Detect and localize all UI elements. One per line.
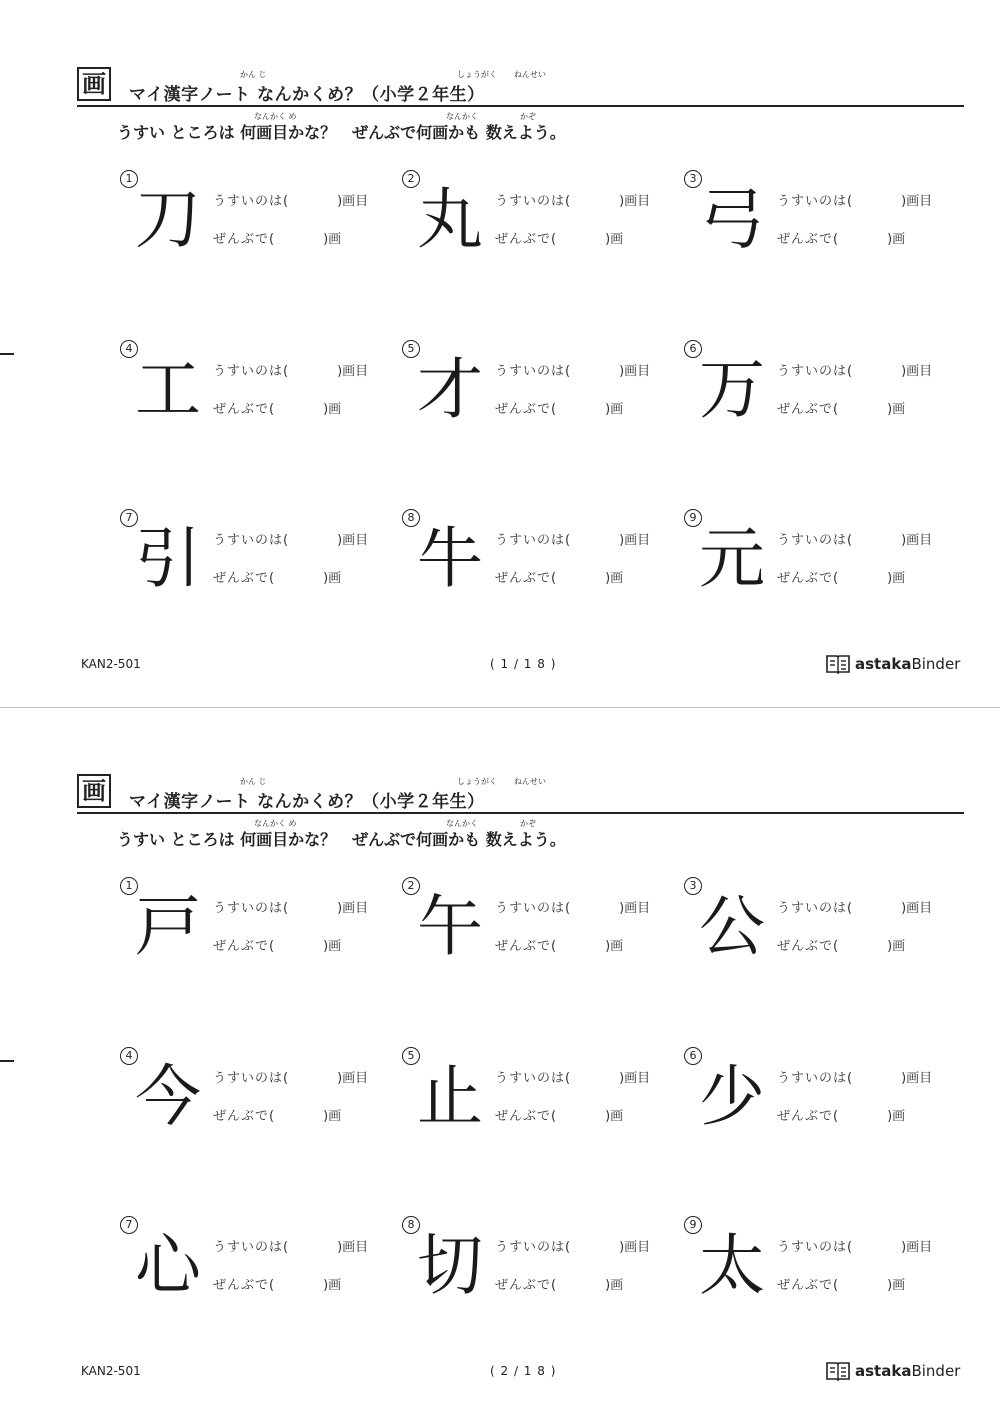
- instruction-ruby-what: なんかく め: [254, 112, 297, 121]
- total-stroke-label: ぜんぶで(: [495, 1278, 558, 1293]
- total-stroke-unit: )画: [887, 232, 906, 247]
- kanji-character: 戸: [135, 888, 201, 965]
- question-item: [118, 877, 388, 987]
- book-icon: [825, 653, 851, 675]
- stroke-icon: 画: [77, 67, 111, 101]
- thin-stroke-label: うすいのは(: [495, 901, 572, 916]
- thin-stroke-unit: )画目: [337, 533, 369, 548]
- total-stroke-unit: )画: [887, 1278, 906, 1293]
- question-item: [400, 1216, 670, 1326]
- instruction-ruby-count: かぞ: [520, 112, 536, 121]
- instruction-ruby-how-many: なんかく: [446, 112, 478, 121]
- thin-stroke-unit: )画目: [901, 1071, 933, 1086]
- worksheet-header: [77, 774, 964, 814]
- brand-logo: [825, 652, 960, 676]
- kanji-character: 切: [417, 1227, 483, 1304]
- question-item: [118, 1216, 388, 1326]
- question-number: 9: [684, 509, 702, 527]
- question-number: 1: [120, 877, 138, 895]
- thin-stroke-unit: )画目: [337, 1240, 369, 1255]
- total-stroke-label: ぜんぶで(: [213, 402, 276, 417]
- thin-stroke-label: うすいのは(: [213, 533, 290, 548]
- book-icon: [825, 1360, 851, 1382]
- question-number: 4: [120, 340, 138, 358]
- thin-stroke-label: うすいのは(: [495, 1240, 572, 1255]
- total-stroke-unit: )画: [887, 571, 906, 586]
- total-stroke-unit: )画: [605, 402, 624, 417]
- total-stroke-unit: )画: [323, 1278, 342, 1293]
- total-stroke-label: ぜんぶで(: [213, 939, 276, 954]
- total-stroke-unit: )画: [323, 1109, 342, 1124]
- total-stroke-question: [213, 1274, 341, 1293]
- instruction-ruby-what: なんかく め: [254, 819, 297, 828]
- question-number: 3: [684, 170, 702, 188]
- total-stroke-question: [213, 935, 341, 954]
- thin-stroke-question: [495, 1067, 650, 1086]
- title-ruby-year: ねんせい: [514, 777, 546, 786]
- kanji-character: 工: [135, 351, 201, 428]
- thin-stroke-question: [777, 1067, 932, 1086]
- total-stroke-label: ぜんぶで(: [495, 1109, 558, 1124]
- brand-name-bold: astaka: [855, 655, 912, 673]
- thin-stroke-unit: )画目: [619, 364, 651, 379]
- thin-stroke-label: うすいのは(: [495, 533, 572, 548]
- thin-stroke-unit: )画目: [337, 1071, 369, 1086]
- total-stroke-question: [213, 1105, 341, 1124]
- question-item: [682, 170, 952, 280]
- total-stroke-unit: )画: [887, 402, 906, 417]
- title-ruby-kanji: かん じ: [240, 70, 267, 79]
- total-stroke-question: [213, 228, 341, 247]
- question-number: 6: [684, 1047, 702, 1065]
- instruction-ruby-how-many: なんかく: [446, 819, 478, 828]
- total-stroke-question: [495, 935, 623, 954]
- total-stroke-unit: )画: [605, 939, 624, 954]
- question-item: [118, 1047, 388, 1157]
- question-number: 2: [402, 877, 420, 895]
- total-stroke-question: [495, 567, 623, 586]
- thin-stroke-unit: )画目: [901, 901, 933, 916]
- worksheet-page-1: [0, 0, 1000, 707]
- kanji-character: 弓: [699, 181, 765, 258]
- kanji-character: 刀: [135, 181, 201, 258]
- thin-stroke-label: うすいのは(: [777, 1071, 854, 1086]
- thin-stroke-question: [495, 360, 650, 379]
- total-stroke-unit: )画: [605, 571, 624, 586]
- question-number: 3: [684, 877, 702, 895]
- kanji-character: 元: [699, 520, 765, 597]
- page-number: ( 2 / 1 8 ): [490, 1364, 557, 1378]
- brand-logo: [825, 1359, 960, 1383]
- fold-mark: [0, 1060, 14, 1062]
- thin-stroke-label: うすいのは(: [213, 1240, 290, 1255]
- total-stroke-question: [495, 398, 623, 417]
- total-stroke-label: ぜんぶで(: [777, 1109, 840, 1124]
- kanji-character: 午: [417, 888, 483, 965]
- instruction-ruby-count: かぞ: [520, 819, 536, 828]
- title-ruby-year: ねんせい: [514, 70, 546, 79]
- stroke-icon: 画: [77, 774, 111, 808]
- thin-stroke-label: うすいのは(: [213, 364, 290, 379]
- question-number: 8: [402, 1216, 420, 1234]
- total-stroke-unit: )画: [323, 571, 342, 586]
- instruction-text: うすい ところは 何画目かな？ ぜんぶで何画かも 数えよう。: [117, 830, 566, 849]
- brand-name: [855, 1362, 960, 1380]
- question-number: 9: [684, 1216, 702, 1234]
- worksheet-code: KAN2-501: [81, 1364, 141, 1378]
- question-number: 7: [120, 1216, 138, 1234]
- question-item: [400, 877, 670, 987]
- total-stroke-label: ぜんぶで(: [777, 571, 840, 586]
- thin-stroke-question: [213, 360, 368, 379]
- thin-stroke-question: [777, 1236, 932, 1255]
- title-ruby-kanji: かん じ: [240, 777, 267, 786]
- page-number: ( 1 / 1 8 ): [490, 657, 557, 671]
- thin-stroke-label: うすいのは(: [213, 1071, 290, 1086]
- question-item: [400, 509, 670, 619]
- total-stroke-unit: )画: [323, 402, 342, 417]
- total-stroke-label: ぜんぶで(: [777, 232, 840, 247]
- thin-stroke-label: うすいのは(: [213, 901, 290, 916]
- question-item: [682, 1047, 952, 1157]
- thin-stroke-question: [213, 190, 368, 209]
- kanji-character: 才: [417, 351, 483, 428]
- thin-stroke-label: うすいのは(: [777, 1240, 854, 1255]
- total-stroke-question: [777, 228, 905, 247]
- brand-name-rest: Binder: [911, 655, 961, 673]
- question-item: [118, 509, 388, 619]
- question-number: 5: [402, 1047, 420, 1065]
- total-stroke-unit: )画: [323, 232, 342, 247]
- thin-stroke-unit: )画目: [619, 533, 651, 548]
- kanji-character: 心: [135, 1227, 201, 1304]
- total-stroke-unit: )画: [887, 939, 906, 954]
- total-stroke-question: [777, 567, 905, 586]
- question-number: 5: [402, 340, 420, 358]
- thin-stroke-question: [213, 1236, 368, 1255]
- question-number: 4: [120, 1047, 138, 1065]
- question-item: [400, 170, 670, 280]
- total-stroke-unit: )画: [605, 1109, 624, 1124]
- total-stroke-question: [495, 1105, 623, 1124]
- thin-stroke-label: うすいのは(: [213, 194, 290, 209]
- worksheet-code: KAN2-501: [81, 657, 141, 671]
- thin-stroke-label: うすいのは(: [495, 194, 572, 209]
- worksheet-header: [77, 67, 964, 107]
- question-number: 1: [120, 170, 138, 188]
- total-stroke-question: [495, 1274, 623, 1293]
- thin-stroke-question: [495, 1236, 650, 1255]
- thin-stroke-question: [777, 897, 932, 916]
- fold-mark: [0, 353, 14, 355]
- question-number: 8: [402, 509, 420, 527]
- thin-stroke-unit: )画目: [901, 194, 933, 209]
- thin-stroke-question: [213, 897, 368, 916]
- kanji-character: 太: [699, 1227, 765, 1304]
- thin-stroke-question: [495, 190, 650, 209]
- thin-stroke-unit: )画目: [901, 533, 933, 548]
- total-stroke-unit: )画: [605, 232, 624, 247]
- question-item: [682, 877, 952, 987]
- total-stroke-label: ぜんぶで(: [777, 402, 840, 417]
- question-number: 6: [684, 340, 702, 358]
- brand-name: [855, 655, 960, 673]
- total-stroke-question: [213, 398, 341, 417]
- total-stroke-unit: )画: [323, 939, 342, 954]
- thin-stroke-unit: )画目: [901, 1240, 933, 1255]
- total-stroke-label: ぜんぶで(: [213, 1278, 276, 1293]
- thin-stroke-question: [495, 529, 650, 548]
- thin-stroke-question: [777, 529, 932, 548]
- thin-stroke-unit: )画目: [619, 194, 651, 209]
- total-stroke-label: ぜんぶで(: [777, 1278, 840, 1293]
- kanji-character: 引: [135, 520, 201, 597]
- total-stroke-question: [777, 1274, 905, 1293]
- total-stroke-unit: )画: [887, 1109, 906, 1124]
- thin-stroke-unit: )画目: [619, 901, 651, 916]
- page-title: マイ漢字ノート なんかくめ？（小学２年生）: [129, 85, 485, 105]
- total-stroke-question: [777, 935, 905, 954]
- question-item: [118, 170, 388, 280]
- question-item: [400, 340, 670, 450]
- question-item: [682, 1216, 952, 1326]
- thin-stroke-question: [495, 897, 650, 916]
- instruction-text: うすい ところは 何画目かな？ ぜんぶで何画かも 数えよう。: [117, 123, 566, 142]
- thin-stroke-unit: )画目: [619, 1071, 651, 1086]
- total-stroke-label: ぜんぶで(: [495, 402, 558, 417]
- question-item: [682, 509, 952, 619]
- question-item: [682, 340, 952, 450]
- thin-stroke-unit: )画目: [901, 364, 933, 379]
- kanji-character: 今: [135, 1058, 201, 1135]
- total-stroke-label: ぜんぶで(: [495, 571, 558, 586]
- total-stroke-label: ぜんぶで(: [495, 939, 558, 954]
- total-stroke-question: [777, 1105, 905, 1124]
- thin-stroke-label: うすいのは(: [777, 533, 854, 548]
- thin-stroke-question: [213, 1067, 368, 1086]
- thin-stroke-question: [777, 190, 932, 209]
- thin-stroke-unit: )画目: [619, 1240, 651, 1255]
- thin-stroke-unit: )画目: [337, 194, 369, 209]
- thin-stroke-label: うすいのは(: [495, 364, 572, 379]
- total-stroke-label: ぜんぶで(: [495, 232, 558, 247]
- thin-stroke-label: うすいのは(: [777, 901, 854, 916]
- kanji-character: 丸: [417, 181, 483, 258]
- title-ruby-grade: しょうがく: [457, 777, 497, 786]
- kanji-character: 牛: [417, 520, 483, 597]
- question-number: 7: [120, 509, 138, 527]
- kanji-character: 止: [417, 1058, 483, 1135]
- question-item: [400, 1047, 670, 1157]
- brand-name-bold: astaka: [855, 1362, 912, 1380]
- total-stroke-unit: )画: [605, 1278, 624, 1293]
- worksheet-page-2: [0, 707, 1000, 1414]
- question-number: 2: [402, 170, 420, 188]
- total-stroke-label: ぜんぶで(: [777, 939, 840, 954]
- total-stroke-question: [213, 567, 341, 586]
- kanji-character: 少: [699, 1058, 765, 1135]
- thin-stroke-question: [213, 529, 368, 548]
- total-stroke-question: [777, 398, 905, 417]
- total-stroke-label: ぜんぶで(: [213, 1109, 276, 1124]
- brand-name-rest: Binder: [911, 1362, 961, 1380]
- total-stroke-label: ぜんぶで(: [213, 232, 276, 247]
- kanji-character: 万: [699, 351, 765, 428]
- thin-stroke-label: うすいのは(: [777, 364, 854, 379]
- page-title: マイ漢字ノート なんかくめ？（小学２年生）: [129, 792, 485, 812]
- title-ruby-grade: しょうがく: [457, 70, 497, 79]
- thin-stroke-unit: )画目: [337, 901, 369, 916]
- thin-stroke-label: うすいのは(: [495, 1071, 572, 1086]
- question-item: [118, 340, 388, 450]
- total-stroke-question: [495, 228, 623, 247]
- thin-stroke-unit: )画目: [337, 364, 369, 379]
- kanji-character: 公: [699, 888, 765, 965]
- thin-stroke-question: [777, 360, 932, 379]
- total-stroke-label: ぜんぶで(: [213, 571, 276, 586]
- thin-stroke-label: うすいのは(: [777, 194, 854, 209]
